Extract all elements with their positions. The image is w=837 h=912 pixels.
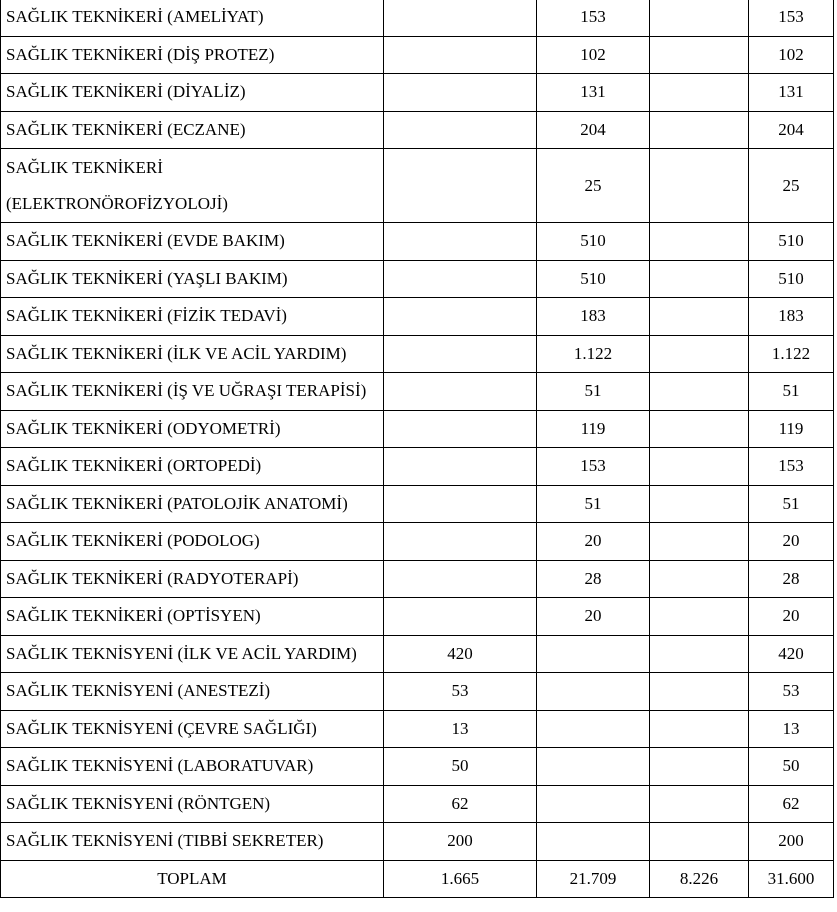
total-cell: 204 (749, 111, 834, 149)
total-cell: 1.122 (749, 335, 834, 373)
col-a-cell: 420 (384, 635, 537, 673)
col-c-cell (650, 560, 749, 598)
col-a-cell (384, 223, 537, 261)
table-row (1, 448, 834, 486)
table-row (1, 410, 834, 448)
col-c-cell (650, 410, 749, 448)
table-row (1, 673, 834, 711)
col-a-cell (384, 410, 537, 448)
col-a-cell (384, 598, 537, 636)
total-cell: 102 (749, 36, 834, 74)
col-a-cell (384, 448, 537, 486)
title-cell: SAĞLIK TEKNİKERİ (DİŞ PROTEZ) (1, 36, 384, 74)
col-b-cell: 510 (537, 260, 650, 298)
title-cell: SAĞLIK TEKNİSYENİ (LABORATUVAR) (1, 748, 384, 786)
col-a-cell (384, 373, 537, 411)
col-c-cell (650, 748, 749, 786)
col-a-cell (384, 111, 537, 149)
total-cell: 25 (749, 149, 834, 223)
col-b-cell: 183 (537, 298, 650, 336)
col-c-cell (650, 223, 749, 261)
total-cell: 510 (749, 223, 834, 261)
col-c-cell (650, 785, 749, 823)
col-a-cell: 50 (384, 748, 537, 786)
col-c-cell (650, 111, 749, 149)
total-cell: 28 (749, 560, 834, 598)
col-a-cell (384, 0, 537, 36)
col-c-cell (650, 673, 749, 711)
col-c-cell (650, 598, 749, 636)
total-cell: 153 (749, 0, 834, 36)
col-a-cell: 200 (384, 823, 537, 861)
total-cell: 31.600 (749, 860, 834, 898)
col-c-cell (650, 298, 749, 336)
title-cell: SAĞLIK TEKNİKERİ (İŞ VE UĞRAŞI TERAPİSİ) (1, 373, 384, 411)
table-row (1, 111, 834, 149)
col-c-cell: 8.226 (650, 860, 749, 898)
col-c-cell (650, 335, 749, 373)
col-c-cell (650, 635, 749, 673)
table-row (1, 74, 834, 112)
total-cell: 50 (749, 748, 834, 786)
col-a-cell: 53 (384, 673, 537, 711)
col-b-cell: 25 (537, 149, 650, 223)
col-b-cell: 119 (537, 410, 650, 448)
title-cell: SAĞLIK TEKNİKERİ (PATOLOJİK ANATOMİ) (1, 485, 384, 523)
col-c-cell (650, 485, 749, 523)
title-cell: SAĞLIK TEKNİKERİ (YAŞLI BAKIM) (1, 260, 384, 298)
col-b-cell: 153 (537, 448, 650, 486)
col-c-cell (650, 373, 749, 411)
col-b-cell: 102 (537, 36, 650, 74)
col-c-cell (650, 448, 749, 486)
col-c-cell (650, 0, 749, 36)
col-c-cell (650, 74, 749, 112)
table-row (1, 36, 834, 74)
col-b-cell (537, 710, 650, 748)
col-b-cell: 51 (537, 373, 650, 411)
title-cell: SAĞLIK TEKNİKERİ (ECZANE) (1, 111, 384, 149)
col-a-cell (384, 298, 537, 336)
table-row (1, 335, 834, 373)
col-c-cell (650, 823, 749, 861)
col-c-cell (650, 523, 749, 561)
col-a-cell: 62 (384, 785, 537, 823)
title-cell: SAĞLIK TEKNİKERİ (EVDE BAKIM) (1, 223, 384, 261)
total-cell: 62 (749, 785, 834, 823)
total-cell: 131 (749, 74, 834, 112)
col-b-cell (537, 748, 650, 786)
col-a-cell (384, 560, 537, 598)
title-cell: SAĞLIK TEKNİSYENİ (İLK VE ACİL YARDIM) (1, 635, 384, 673)
col-b-cell: 20 (537, 598, 650, 636)
col-b-cell: 153 (537, 0, 650, 36)
col-c-cell (650, 149, 749, 223)
col-a-cell (384, 36, 537, 74)
title-cell: SAĞLIK TEKNİSYENİ (ANESTEZİ) (1, 673, 384, 711)
total-cell: 20 (749, 523, 834, 561)
table-row (1, 485, 834, 523)
total-cell: 420 (749, 635, 834, 673)
title-cell: SAĞLIK TEKNİKERİ (ORTOPEDİ) (1, 448, 384, 486)
total-cell: 53 (749, 673, 834, 711)
total-cell: 119 (749, 410, 834, 448)
col-a-cell (384, 149, 537, 223)
table-row (1, 598, 834, 636)
total-cell: 200 (749, 823, 834, 861)
table-body (1, 0, 834, 898)
title-cell: SAĞLIK TEKNİKERİ (ODYOMETRİ) (1, 410, 384, 448)
total-cell: 183 (749, 298, 834, 336)
table-row (1, 298, 834, 336)
table-row (1, 223, 834, 261)
title-cell: SAĞLIK TEKNİKERİ (İLK VE ACİL YARDIM) (1, 335, 384, 373)
title-cell: SAĞLIK TEKNİSYENİ (RÖNTGEN) (1, 785, 384, 823)
col-a-cell (384, 74, 537, 112)
col-c-cell (650, 36, 749, 74)
col-c-cell (650, 710, 749, 748)
col-b-cell (537, 785, 650, 823)
table-row (1, 635, 834, 673)
title-cell: SAĞLIK TEKNİKERİ (FİZİK TEDAVİ) (1, 298, 384, 336)
table-row (1, 710, 834, 748)
table-row (1, 523, 834, 561)
table-row (1, 560, 834, 598)
table-row (1, 823, 834, 861)
title-cell: TOPLAM (1, 860, 384, 898)
col-a-cell (384, 335, 537, 373)
title-cell: SAĞLIK TEKNİKERİ (DİYALİZ) (1, 74, 384, 112)
col-b-cell (537, 635, 650, 673)
title-cell: SAĞLIK TEKNİSYENİ (TIBBİ SEKRETER) (1, 823, 384, 861)
col-b-cell: 1.122 (537, 335, 650, 373)
total-cell: 51 (749, 373, 834, 411)
table-row (1, 748, 834, 786)
col-a-cell (384, 523, 537, 561)
col-b-cell: 51 (537, 485, 650, 523)
col-b-cell: 28 (537, 560, 650, 598)
col-b-cell: 131 (537, 74, 650, 112)
col-c-cell (650, 260, 749, 298)
table-row (1, 0, 834, 36)
col-a-cell: 13 (384, 710, 537, 748)
table-row (1, 149, 834, 223)
col-b-cell: 21.709 (537, 860, 650, 898)
title-cell: SAĞLIK TEKNİKERİ (RADYOTERAPİ) (1, 560, 384, 598)
title-cell: SAĞLIK TEKNİKERİ (OPTİSYEN) (1, 598, 384, 636)
title-cell: SAĞLIK TEKNİSYENİ (ÇEVRE SAĞLIĞI) (1, 710, 384, 748)
title-cell: SAĞLIK TEKNİKERİ (ELEKTRONÖROFİZYOLOJİ) (1, 149, 384, 223)
col-b-cell: 510 (537, 223, 650, 261)
col-b-cell: 20 (537, 523, 650, 561)
col-a-cell: 1.665 (384, 860, 537, 898)
table-row (1, 785, 834, 823)
title-cell: SAĞLIK TEKNİKERİ (PODOLOG) (1, 523, 384, 561)
total-cell: 13 (749, 710, 834, 748)
col-b-cell: 204 (537, 111, 650, 149)
col-b-cell (537, 673, 650, 711)
total-cell: 51 (749, 485, 834, 523)
title-cell: SAĞLIK TEKNİKERİ (AMELİYAT) (1, 0, 384, 36)
table-row (1, 260, 834, 298)
total-row (1, 860, 834, 898)
total-cell: 20 (749, 598, 834, 636)
col-b-cell (537, 823, 650, 861)
col-a-cell (384, 485, 537, 523)
col-a-cell (384, 260, 537, 298)
total-cell: 153 (749, 448, 834, 486)
table-row (1, 373, 834, 411)
total-cell: 510 (749, 260, 834, 298)
